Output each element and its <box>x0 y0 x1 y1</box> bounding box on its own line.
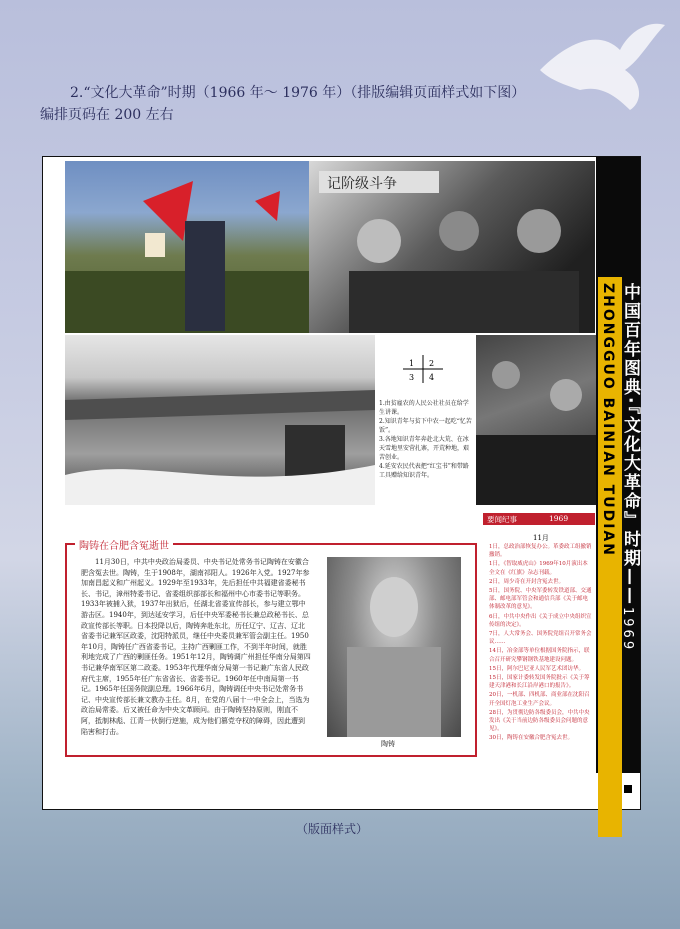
chronicle-month: 11月 <box>533 534 549 542</box>
photo-index-grid <box>403 355 443 387</box>
grid-number: 3 <box>409 373 415 382</box>
chronicle-sidebar <box>483 509 595 777</box>
grid-number: 4 <box>429 373 435 382</box>
photo-red-book-gift <box>476 335 597 505</box>
caption: 1.由贫雇农的人民公社社员在给学生讲课。 <box>379 400 469 416</box>
chronicle-item: 20日，一机部、四机部、商业部在沈阳召开全国灯泡工业生产会议。 <box>489 692 590 707</box>
dove-icon <box>530 10 670 120</box>
grid-number: 2 <box>429 359 435 368</box>
chronicle-item: 15日，阿尔巴尼亚人民军艺术团访华。 <box>489 665 584 672</box>
chronicle-list <box>489 543 593 744</box>
chronicle-item: 6日，中共中央作出《关于成立中央组织宣传组的决定》。 <box>489 613 592 628</box>
caption: 2.知识青年与贫下中农一起吃“忆苦饭”。 <box>379 418 472 434</box>
chronicle-item: 5日，国务院、中央军委转发铁道部、交通部、邮电部军管会和通信兵部《关于邮电体制改革的意见》。 <box>489 588 592 611</box>
chronicle-item: 30日，陶铸在安徽合肥含冤去世。 <box>489 735 573 742</box>
portrait-caption: 陶铸 <box>381 740 395 748</box>
photo-bitter-meal <box>309 161 595 333</box>
chronicle-header <box>483 513 595 525</box>
photo-captions <box>379 399 473 480</box>
book-spine-bar <box>596 157 640 773</box>
photo-northern-wilderness <box>65 335 375 505</box>
biography-box <box>65 543 477 757</box>
chronicle-item: 1日，《智取威虎山》1969年10月演出本全文在《红旗》杂志刊载。 <box>489 561 588 576</box>
svg-text:记阶级斗争: 记阶级斗争 <box>327 176 397 192</box>
photo-rural-gathering <box>65 161 309 333</box>
chronicle-item: 7日，人大常务会、国务院党组召开常务会议…… <box>489 631 592 646</box>
series-title-chinese: 中国百年图典·『文化大革命』时期—— <box>620 283 640 606</box>
section-heading: 2.“文化大革命”时期（1966 年～ 1976 年）（排版编辑页面样式如下图） <box>70 85 526 101</box>
biography-title: 陶铸在合肥含冤逝世 <box>75 537 173 552</box>
chronicle-year: 1969 <box>549 514 569 523</box>
grid-number: 1 <box>409 359 415 368</box>
portrait-photo <box>327 557 461 737</box>
spine-year: 1969 <box>620 607 635 653</box>
page-marker-icon <box>624 785 632 793</box>
caption: 4.延安农民代表把“红宝书”和带路工具赠给知识青年。 <box>379 463 469 479</box>
chronicle-tag-label: 要闻纪事 <box>487 515 517 524</box>
layout-sample-label: （版面样式） <box>296 822 369 836</box>
chronicle-item: 14日，冶金部等单位根据国务院指示，联合召开研究攀钢钢铁基地建设问题。 <box>489 648 590 663</box>
page-layout-sample <box>42 156 641 810</box>
series-title-english: ZHONGGUO BAINIAN TUDIAN <box>600 283 616 557</box>
chronicle-item: 15日，国家计委转发国务院批示《关于筹建天津港和长江沿岸港口的报告》。 <box>489 675 590 690</box>
chronicle-item: 2日，周少奇在开封含冤去世。 <box>489 578 565 585</box>
chronicle-item: 28日，为贯彻边防各级委员会，中共中央发出《关于当前边防各级委员会问题的意见》。 <box>489 709 590 733</box>
caption: 3.各地知识青年奔赴北大荒、在冰天雪地里安营扎寨，开荒种地，艰苦创业。 <box>379 436 470 461</box>
page-number-note: 编排页码在 200 左右 <box>40 107 174 123</box>
chronicle-item: 1日，总政治部恢复办公。革委政工组撤销撤销。 <box>489 544 592 559</box>
biography-text: 11月30日，中共中央政治局委员、中央书记处常务书记陶铸在安徽合肥含冤去世。陶铸，生于1908年，湖南祁阳人。1926年入党。1927年参加南昌起义和广州起义。1929年至1933年，先后担任中共福建省委秘书长、书记，漳州特委书记、省委组织部部长和福州中心市委书记等职务。1933年被捕入狱，1937年出狱后，任湖北省委宣传部长，参与建立鄂中游击区。1940年，到达延安学习，后任中央军委秘书长兼总政秘书长、总政宣传部长等职。日本投降以后，陶铸奔赴东北，历任辽宁、辽吉、辽北省委书记兼军区政委，沈阳特派员，继任中央委员兼军管会副主任。1950年10月，陶铸任广西省委书记，主持广西剿匪工作，不到半年时间，就胜利地完成了广西的剿匪任务。1951年12月，陶铸调广州担任华南分局第四书记兼华南军区第二政委。1953年代理华南分局第一书记兼广东省人民政府代主席，1955年任广东省省长、省委书记。1960年任中南局第一书记。1965年任国务院副总理。1966年6月，陶铸调任中央书记处常务书记、中央宣传部长兼文教办主任。8月，在党的八届十一中全会上，当选为政治局常委。后又被任命为中央文革顾问。由于陶铸坚持原则，刚直不阿，抵制林彪、江青一伙倒行逆施，成为他们篡党夺权的障碍，因此遭到陷害和打击。 <box>81 558 311 736</box>
